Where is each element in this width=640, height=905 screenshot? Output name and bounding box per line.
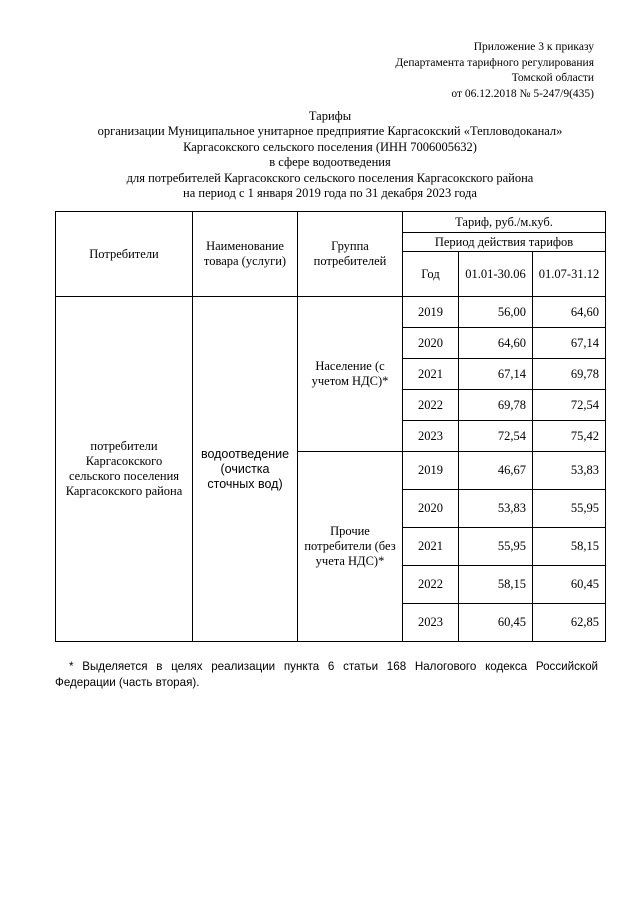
header-consumers: Потребители [56, 212, 193, 297]
header-group: Группа потребителей [298, 212, 403, 297]
group-cell: Население (с учетом НДС)* [298, 297, 403, 452]
year-cell: 2021 [403, 528, 459, 566]
table-row [56, 297, 606, 328]
title-line: для потребителей Каргасокского сельского поселения Каргасокского района [126, 170, 534, 185]
header-tariff: Тариф, руб./м.куб. [403, 212, 606, 233]
appendix-line: Томской области [511, 72, 594, 84]
year-cell: 2023 [403, 421, 459, 452]
header-row [56, 212, 606, 233]
document-title [60, 109, 600, 201]
header-service: Наименование товара (услуги) [193, 212, 298, 297]
tariff-cell: 46,67 [459, 452, 533, 490]
appendix-line: от 06.12.2018 № 5-247/9(435) [451, 87, 594, 100]
appendix-header [395, 40, 594, 102]
title-line: Каргасокского сельского поселения (ИНН 7006005632) [183, 139, 477, 154]
tariff-cell: 75,42 [533, 421, 606, 452]
service-cell: водоотведение (очистка сточных вод) [193, 297, 298, 642]
tariff-cell: 62,85 [533, 604, 606, 642]
appendix-line: Приложение 3 к приказу [473, 41, 594, 53]
tariff-cell: 72,54 [533, 390, 606, 421]
title-line: Тарифы [308, 109, 352, 123]
header-year: Год [403, 252, 459, 297]
year-cell: 2019 [403, 297, 459, 328]
header-half2: 01.07-31.12 [533, 252, 606, 297]
footnote: * Выделяется в целях реализации пункта 6 статьи 168 Налогового кодекса Российской Федерации (часть вторая). [55, 660, 598, 689]
tariff-cell: 64,60 [533, 297, 606, 328]
appendix-line: Департамента тарифного регулирования [395, 56, 594, 69]
header-half1: 01.01-30.06 [459, 252, 533, 297]
group-cell: Прочие потребители (без учета НДС)* [298, 452, 403, 642]
year-cell: 2022 [403, 390, 459, 421]
tariff-cell: 53,83 [533, 452, 606, 490]
tariff-cell: 56,00 [459, 297, 533, 328]
tariff-cell: 72,54 [459, 421, 533, 452]
title-line: в сфере водоотведения [269, 155, 391, 170]
tariff-cell: 67,14 [533, 328, 606, 359]
year-cell: 2023 [403, 604, 459, 642]
title-line: организации Муниципальное унитарное предприятие Каргасокский «Тепловодоканал» [97, 124, 563, 139]
tariff-cell: 60,45 [533, 566, 606, 604]
tariff-cell: 60,45 [459, 604, 533, 642]
consumers-cell: потребители Каргасокского сельского поселения Каргасокского района [56, 297, 193, 642]
tariff-cell: 64,60 [459, 328, 533, 359]
year-cell: 2019 [403, 452, 459, 490]
tariff-cell: 55,95 [533, 490, 606, 528]
tariff-table [55, 211, 606, 642]
year-cell: 2022 [403, 566, 459, 604]
tariff-cell: 58,15 [533, 528, 606, 566]
year-cell: 2020 [403, 328, 459, 359]
tariff-cell: 69,78 [533, 359, 606, 390]
tariff-cell: 53,83 [459, 490, 533, 528]
tariff-cell: 58,15 [459, 566, 533, 604]
year-cell: 2021 [403, 359, 459, 390]
tariff-cell: 67,14 [459, 359, 533, 390]
header-period: Период действия тарифов [403, 233, 606, 252]
title-line: на период с 1 января 2019 года по 31 декабря 2023 года [183, 186, 477, 201]
tariff-cell: 69,78 [459, 390, 533, 421]
year-cell: 2020 [403, 490, 459, 528]
tariff-cell: 55,95 [459, 528, 533, 566]
